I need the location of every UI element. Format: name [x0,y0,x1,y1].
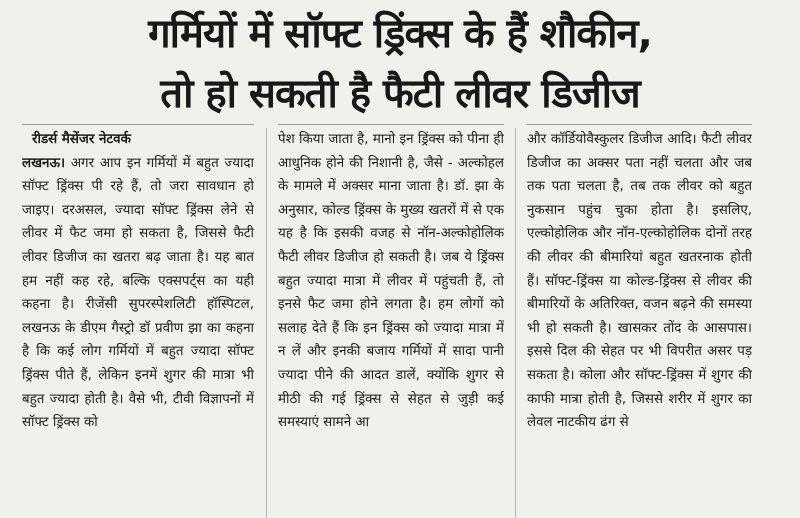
article-column-3 [527,128,752,518]
column-3-text: और कॉर्डियोवैस्कुलर डिजीज आदि। फैटी लीवर डिजीज का अक्सर पता नहीं चलता और जब तक पता चलता है, तब तक लीवर को बहुत नुकसान पहुंच चुका होता है। इसलिए, एल्कोहोलिक और नॉन-एल्कोहोलिक दोनों तरह की लीवर की बीमारियां बहुत खतरनाक होती हैं। सॉफ्ट-ड्रिंक्स या कोल्ड-ड्रिंक्स से लीवर की बीमारियों के अतिरिक्त, वजन बढ़ने की समस्या भी हो सकती है। खासकर तोंद के आसपास। इससे दिल की सेहत पर भी विपरीत असर पड़ सकता है। कोला और सॉफ्ट-ड्रिंक्स में शुगर की काफी मात्रा होती है, जिससे शरीर में शुगर का लेवल नाटकीय ढंग से [527,132,752,431]
column-1-text: अगर आप इन गर्मियों में बहुत ज्यादा सॉफ्ट ड्रिंक्स पी रहे हैं, तो जरा सावधान हो जाइए। दरअसल, ज्यादा सॉफ्ट ड्रिंक्स लेने से लीवर में फैट जमा हो सकता है, जिससे फैटी लीवर डिजीज का खतरा बढ़ जाता है। यह बात हम नहीं कह रहे, बल्कि एक्सपर्ट्स का यही कहना है। रीजेंसी सुपरस्पेशलिटी हॉस्पिटल, लखनऊ के डीएम गैस्ट्रो डॉ प्रवीण झा का कहना है कि कई लोग गर्मियों में बहुत ज्यादा सॉफ्ट ड्रिंक्स पीते हैं, लेकिन इनमें शुगर की मात्रा भी बहुत ज्यादा होती है। वैसे भी, टीवी विज्ञापनों में सॉफ्ट ड्रिंक्स को [22,155,254,431]
column-2-text: पेश किया जाता है, मानो इन ड्रिंक्स को पीना ही आधुनिक होने की निशानी है, जैसे - अल्कोहल के मामले में अक्सर माना जाता है। डॉ. झा के अनुसार, कोल्ड ड्रिंक्स के मुख्य खतरों में से एक यह है कि इसकी वजह से नॉन-अल्कोहोलिक फैटी लीवर डिजीज हो सकती है। जब ये ड्रिंक्स बहुत ज्यादा मात्रा में लीवर में पहुंचती हैं, तो इनसे फैट जमा होने लगता है। हम लोगों को सलाह देते हैं कि इन ड्रिंक्स को ज्यादा मात्रा में न लें और इनकी बजाय गर्मियों में सादा पानी ज्यादा पीने की आदत डालें, क्योंकि शुगर से मीठी की गई ड्रिंक्स से सेहत से जुड़ी कई समस्याएं सामने आ [278,132,504,431]
byline: रीडर्स मैसेंजर नेटवर्क [32,132,131,147]
column-1-paragraph [22,152,254,435]
dateline: लखनऊ। [22,155,66,171]
column-3-top-rule [527,124,752,125]
headline-line-2: तो हो सकती है फैटी लीवर डिजीज [160,71,640,117]
headline-line-1: गर्मियों में सॉफ्ट ड्रिंक्स के हैं शौकीन, [148,11,652,57]
column-divider-2 [515,128,516,518]
article-column-2 [278,128,504,518]
column-1-top-rule [22,124,254,125]
column-2-top-rule [278,124,504,125]
column-divider-1 [266,128,267,518]
article-column-1 [22,128,254,518]
